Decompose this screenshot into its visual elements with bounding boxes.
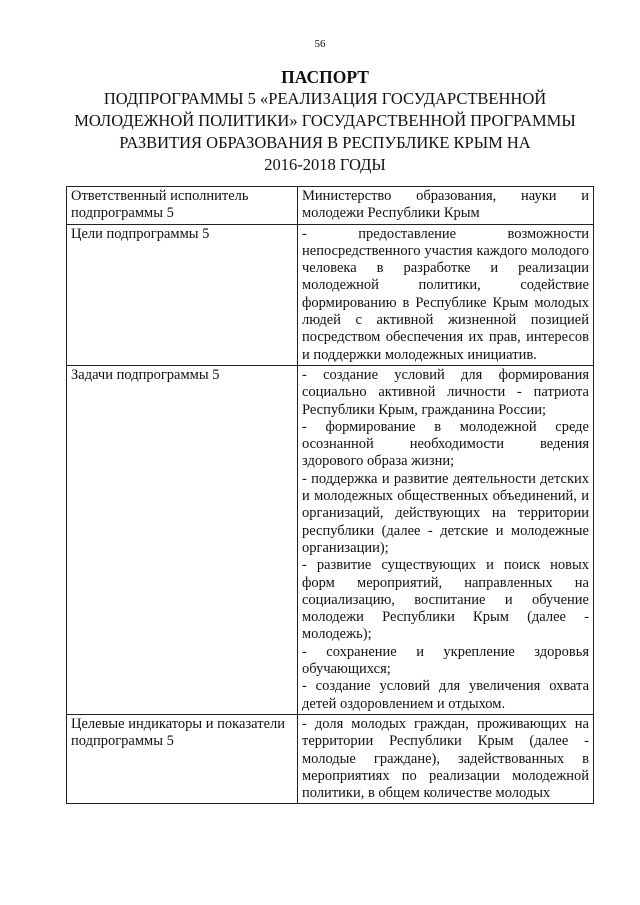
row-value-paragraph: - предоставление возможности непосредственного участия каждого молодого человека в разработке и реализации молодежной политики, содействие формированию в Республике Крым молодых людей с активной жизненной позицией посредством обеспечения их прав, интересов и поддержки молодежных инициатив. (302, 225, 589, 363)
row-value-paragraph: Министерство образования, науки и молодежи Республики Крым (302, 188, 589, 222)
passport-table (66, 186, 594, 804)
row-label-text: Ответственный исполнитель подпрограммы 5 (71, 188, 249, 222)
row-value (298, 714, 594, 803)
row-label (67, 714, 298, 803)
title-main: ПАСПОРТ (281, 67, 369, 87)
row-value (298, 365, 594, 714)
page-number: 56 (314, 38, 326, 50)
title-line: 2016-2018 ГОДЫ (264, 155, 386, 174)
document-title (60, 66, 590, 176)
row-value-paragraph: - развитие существующих и поиск новых форм мероприятий, направленных на социализацию, воспитание и обучение молодежи Республики Крым (далее - молодежь); (302, 557, 589, 643)
row-value-paragraph: - создание условий для увеличения охвата детей оздоровлением и отдыхом. (302, 678, 589, 712)
row-value-paragraph: - формирование в молодежной среде осознанной необходимости ведения здорового образа жизни; (302, 418, 589, 470)
row-label (67, 224, 298, 365)
title-line: МОЛОДЕЖНОЙ ПОЛИТИКИ» ГОСУДАРСТВЕННОЙ ПРОГРАММЫ (74, 111, 576, 130)
row-label-text: Задачи подпрограммы 5 (71, 366, 220, 383)
row-value-paragraph: - поддержка и развитие деятельности детских и молодежных общественных объединений, и организаций, действующих на территории республики (далее - детские и молодежные организации); (302, 470, 589, 556)
row-value (298, 224, 594, 365)
table-row (67, 365, 594, 714)
row-label (67, 365, 298, 714)
table-row (67, 187, 594, 225)
table-row (67, 714, 594, 803)
row-value-paragraph: - создание условий для формирования социально активной личности - патриота Республики Крым, гражданина России; (302, 366, 589, 418)
row-label-text: Цели подпрограммы 5 (71, 225, 210, 242)
title-line: ПОДПРОГРАММЫ 5 «РЕАЛИЗАЦИЯ ГОСУДАРСТВЕННОЙ (103, 89, 547, 108)
row-value-paragraph: - сохранение и укрепление здоровья обучающихся; (302, 643, 589, 678)
row-value (298, 187, 594, 225)
table-row (67, 224, 594, 365)
row-label-text: Целевые индикаторы и показатели подпрограммы 5 (71, 715, 285, 750)
title-line: РАЗВИТИЯ ОБРАЗОВАНИЯ В РЕСПУБЛИКЕ КРЫМ НА (119, 133, 531, 152)
row-value-paragraph: - доля молодых граждан, проживающих на территории Республики Крым (далее - молодые граждане), задействованных в мероприятиях по реализации молодежной политики, в общем количестве молодых (302, 715, 589, 802)
row-label (67, 187, 298, 225)
